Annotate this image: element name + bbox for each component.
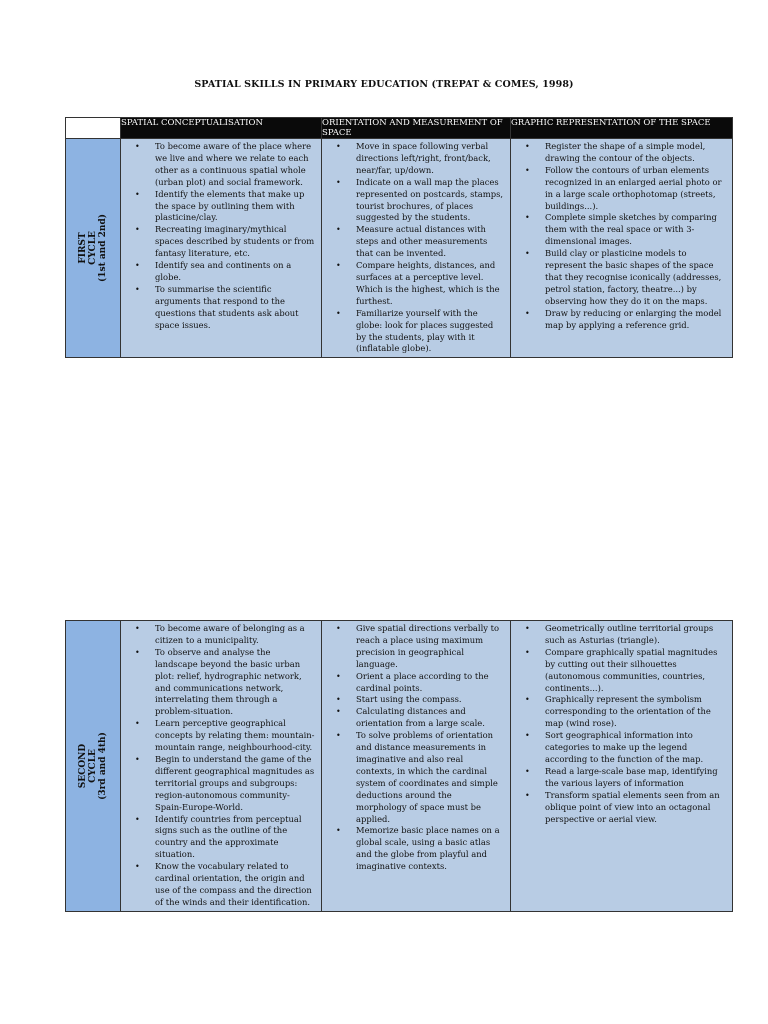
skills-list xyxy=(121,141,321,332)
first-cycle-table xyxy=(65,117,733,358)
document-title: SPATIAL SKILLS IN PRIMARY EDUCATION (TREPAT & COMES, 1998) xyxy=(194,79,574,90)
list-item: • Start using the compass. xyxy=(356,694,504,706)
cycle-label-cell xyxy=(66,139,121,358)
cycle-label-cell xyxy=(66,621,121,912)
cycle-label-line: CYCLE xyxy=(88,231,98,266)
list-item: • Familiarize yourself with the globe: look for places suggested by the students, play with it (inflatable globe). xyxy=(356,308,504,356)
list-item: • Identify sea and continents on a globe. xyxy=(155,260,315,284)
column-header-spatial-conceptualisation: SPATIAL CONCEPTUALISATION xyxy=(121,118,322,139)
skills-list xyxy=(121,623,321,909)
list-item: • Follow the contours of urban elements recognized in an enlarged aerial photo or in a large scale orthophotomap (streets, buildings...). xyxy=(545,165,726,213)
table-header-row xyxy=(66,118,733,139)
second-cycle-table xyxy=(65,620,733,912)
list-item: • Indicate on a wall map the places represented on postcards, stamps, tourist brochures, of places suggested by the students. xyxy=(356,177,504,225)
skills-cell xyxy=(511,139,733,358)
column-header-graphic-representation: GRAPHIC REPRESENTATION OF THE SPACE xyxy=(511,118,733,139)
list-item: • Sort geographical information into categories to make up the legend according to the function of the map. xyxy=(545,730,726,766)
cycle-label xyxy=(78,214,108,282)
column-header-orientation-measurement: ORIENTATION AND MEASUREMENT OF SPACE xyxy=(322,118,511,139)
cycle-label-line: CYCLE xyxy=(88,748,98,783)
cycle-label-line: SECOND xyxy=(78,743,88,789)
skills-list xyxy=(322,141,510,355)
list-item: • Transform spatial elements seen from an oblique point of view into an octagonal perspective or aerial view. xyxy=(545,790,726,826)
list-item: • Recreating imaginary/mythical spaces described by students or from fantasy literature, etc. xyxy=(155,224,315,260)
list-item: • Geometrically outline territorial groups such as Asturias (triangle). xyxy=(545,623,726,647)
list-item: • Memorize basic place names on a global scale, using a basic atlas and the globe from playful and imaginative contexts. xyxy=(356,825,504,873)
list-item: • Know the vocabulary related to cardinal orientation, the origin and use of the compass and the direction of the winds and their identification. xyxy=(155,861,315,909)
list-item: • Read a large-scale base map, identifying the various layers of information xyxy=(545,766,726,790)
skills-cell xyxy=(322,139,511,358)
list-item: • Move in space following verbal directions left/right, front/back, near/far, up/down. xyxy=(356,141,504,177)
list-item: • Begin to understand the game of the different geographical magnitudes as territorial groups and subgroups: region-autonomous community-Spain-Europe-World. xyxy=(155,754,315,814)
list-item: • Compare graphically spatial magnitudes by cutting out their silhouettes (autonomous communities, countries, continents...). xyxy=(545,647,726,695)
cycle-label xyxy=(78,732,108,800)
list-item: • Learn perceptive geographical concepts by relating them: mountain-mountain range, neighbourhood-city. xyxy=(155,718,315,754)
skills-cell xyxy=(511,621,733,912)
skills-cell xyxy=(121,621,322,912)
list-item: • Graphically represent the symbolism corresponding to the orientation of the map (wind rose). xyxy=(545,694,726,730)
skills-cell xyxy=(121,139,322,358)
list-item: • Calculating distances and orientation from a large scale. xyxy=(356,706,504,730)
list-item: • Build clay or plasticine models to represent the basic shapes of the space that they recognise iconically (addresses, petrol station, factory, theatre...) by observing how they do it on the maps. xyxy=(545,248,726,308)
cycle-label-line: (1st and 2nd) xyxy=(98,214,108,283)
skills-cell xyxy=(322,621,511,912)
list-item: • Register the shape of a simple model, drawing the contour of the objects. xyxy=(545,141,726,165)
header-blank-cell xyxy=(66,118,121,139)
list-item: • To observe and analyse the landscape beyond the basic urban plot: relief, hydrographic network, and communications network, interrelating them through a problem-situation. xyxy=(155,647,315,718)
skills-list xyxy=(511,141,732,332)
cycle-label-line: (3rd and 4th) xyxy=(98,732,108,800)
list-item: • Draw by reducing or enlarging the model map by applying a reference grid. xyxy=(545,308,726,332)
list-item: • To summarise the scientific arguments that respond to the questions that students ask about space issues. xyxy=(155,284,315,332)
list-item: • To solve problems of orientation and distance measurements in imaginative and also real contexts, in which the cardinal system of coordinates and simple deductions around the morphology of space must be applied. xyxy=(356,730,504,825)
table-row xyxy=(66,139,733,358)
cycle-label-line: FIRST xyxy=(78,232,88,264)
list-item: • Identify countries from perceptual signs such as the outline of the country and the approximate situation. xyxy=(155,814,315,862)
skills-list xyxy=(511,623,732,825)
skills-list xyxy=(322,623,510,873)
list-item: • Give spatial directions verbally to reach a place using maximum precision in geographical language. xyxy=(356,623,504,671)
list-item: • Identify the elements that make up the space by outlining them with plasticine/clay. xyxy=(155,189,315,225)
list-item: • Complete simple sketches by comparing them with the real space or with 3-dimensional images. xyxy=(545,212,726,248)
list-item: • Measure actual distances with steps and other measurements that can be invented. xyxy=(356,224,504,260)
list-item: • Orient a place according to the cardinal points. xyxy=(356,671,504,695)
list-item: • To become aware of belonging as a citizen to a municipality. xyxy=(155,623,315,647)
table-row xyxy=(66,621,733,912)
list-item: • To become aware of the place where we live and where we relate to each other as a continuous spatial whole (urban plot) and social framework. xyxy=(155,141,315,189)
list-item: • Compare heights, distances, and surfaces at a perceptive level. Which is the highest, which is the furthest. xyxy=(356,260,504,308)
